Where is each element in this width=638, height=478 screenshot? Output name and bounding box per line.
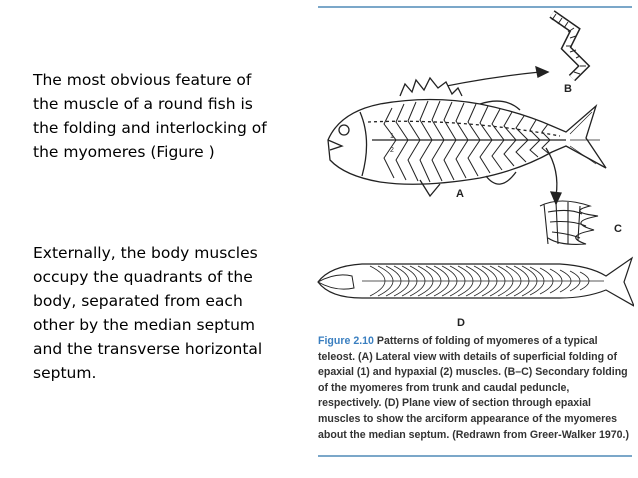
figure-bottom-rule	[318, 455, 632, 457]
label-epaxial: 1	[390, 133, 394, 140]
fish-lateral-view	[328, 78, 606, 196]
myomere-detail-b	[552, 14, 586, 78]
fish-plane-view	[318, 258, 634, 306]
paragraph-body-quadrants: Externally, the body muscles occupy the quadrants of the body, separated from each other by the median septum and the transverse horizontal septum.	[33, 244, 263, 382]
myomere-detail-c	[540, 201, 598, 244]
label-a: A	[456, 188, 464, 200]
figure-caption-text: Patterns of folding of myomeres of a typical teleost. (A) Lateral view with details of superficial folding of epaxial (1) and hypaxial (2) muscles. (B–C) Secondary folding of the myomeres from trunk and caudal peduncle, respectively. (D) Plane view of section through epaxial muscles to show the arciform appearance of the myomeres about the median septum. (Redrawn from Greer-Walker 1970.)	[318, 335, 630, 441]
label-b: B	[564, 83, 572, 95]
label-c: C	[614, 223, 622, 235]
paragraph-myomere-folding: The most obvious feature of the muscle of a round fish is the folding and interlocking of the myomeres (Figure )	[33, 71, 267, 161]
label-d: D	[457, 317, 465, 329]
figure-caption	[318, 334, 630, 443]
figure-caption-label: Figure 2.10	[318, 335, 374, 347]
arrow-to-c	[546, 148, 561, 204]
label-hypaxial: 2	[390, 147, 394, 154]
